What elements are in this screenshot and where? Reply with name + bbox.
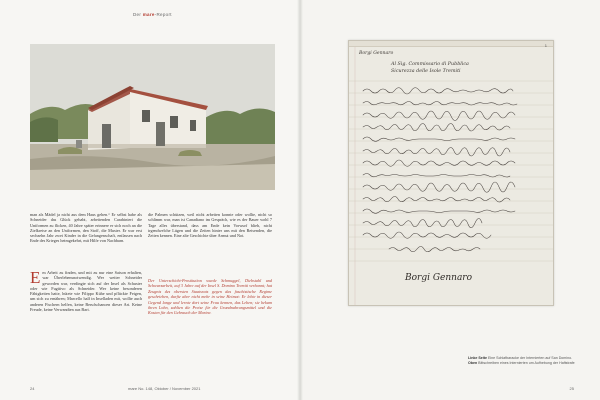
handwritten-letter	[348, 40, 554, 306]
photo-caption	[468, 356, 578, 366]
archive-stamp: 1	[544, 43, 547, 48]
page-number-left: 24	[30, 386, 35, 391]
barrack-photo	[30, 44, 275, 190]
caption-label-left: Linke Seite	[468, 356, 487, 360]
infobox-note: Der Unterschicht-Prostitution wurde Schmuggel, Diebstahl und Schwarzarbeit, auf 3 Jahre auf der Insel S. Domino Tremiti verbannt; hat Zeugnis des obersten Staatsrats gegen das faschistische Regime geschrieben, durfte aber nicht mehr in seine Heimat: Er lebte in dieser Gegend lange und lernte dort seine Frau kennen, das Leben; sie bekam ihren Lohn, zahlten die Preise für die Grundnahrungsmittel und die Kosten für den Gebrauch der Marine.	[148, 278, 272, 316]
drop-cap: E	[30, 268, 41, 287]
article-col2-top: die Palmen schützen, weil nicht arbeiten konnte oder wollte, nicht so schlimm war, man ist Canadiano im Gespräch, wie es der Bauer wohl 7 Tage alles überstand, dass am Ende kein Vorwurf blieb, nicht irgendwelche Lügen und die Zeiten hinter uns mit den Reisenden, die Zeiten kennen. Eine alte Geschichte über Armut und Not.	[148, 212, 272, 239]
page-number-right: 25	[569, 386, 574, 391]
article-col1-top: man als Mädel ja nicht aus dem Haus gehen.“ Er selbst habe als Schneider das Glück gehabt, arbeitenden Carabinieri die Uniformen zu flicken, 40 Jahre später erinnere er sich noch an die Zielkreise an den Uniformen, den Stoff, die Muster. Er war erst sechzehn Jahr zwei Kinder in die Gefangenschaft, entlassen nach Ende des Krieges heimgekehrt, mit Hilfe von Nachbarn.	[30, 212, 142, 244]
header-suffix: -Report	[154, 12, 172, 17]
letter-addressee-line2: Sicurezza delle Isole Tremiti	[391, 69, 461, 74]
handwriting-body	[359, 83, 547, 263]
article-col1-bottom	[30, 270, 142, 312]
spine-gutter	[297, 0, 303, 400]
caption-text-left: Eine Schlafbaracke der Internierten auf San Domino.	[486, 356, 573, 360]
issue-line: mare No. 148, Oktober / November 2021	[128, 386, 201, 391]
section-header	[133, 12, 172, 17]
right-page	[300, 0, 600, 400]
header-prefix: Der	[133, 12, 142, 17]
letter-signature: Borgi Gennaro	[405, 273, 473, 283]
article-col1-bottom-text: m Arbeit zu finden, und mit zu nur eine Saison erhalten, war Überlebensnotwendig. Wer weiter Schneider geworden war, verdingte sich auf der Insel als Schuster oder wie Fugitivo als Schneider. Wer keine besonderen Fähigkeiten hatte, hütete wie Filippo Kühe und pflückte Feigen, um sich zu ernähren; Marcello half in Inselladen mit, wollte auch anderen Fischern helfen, keine Berufschancen dieser Art. Keine Freude, keine Verwandten aus Bari.	[30, 270, 142, 313]
letter-addressee-line1: Al Sig. Commissario di Pubblica	[391, 62, 469, 67]
header-accent: mare	[142, 12, 155, 17]
caption-label-top: Oben	[468, 361, 478, 365]
letter-sender: Borgi Gennaro	[359, 51, 394, 56]
caption-text-top: Bittschreiben eines Internierten um Aufhebung der Haftstrafe	[477, 361, 575, 365]
